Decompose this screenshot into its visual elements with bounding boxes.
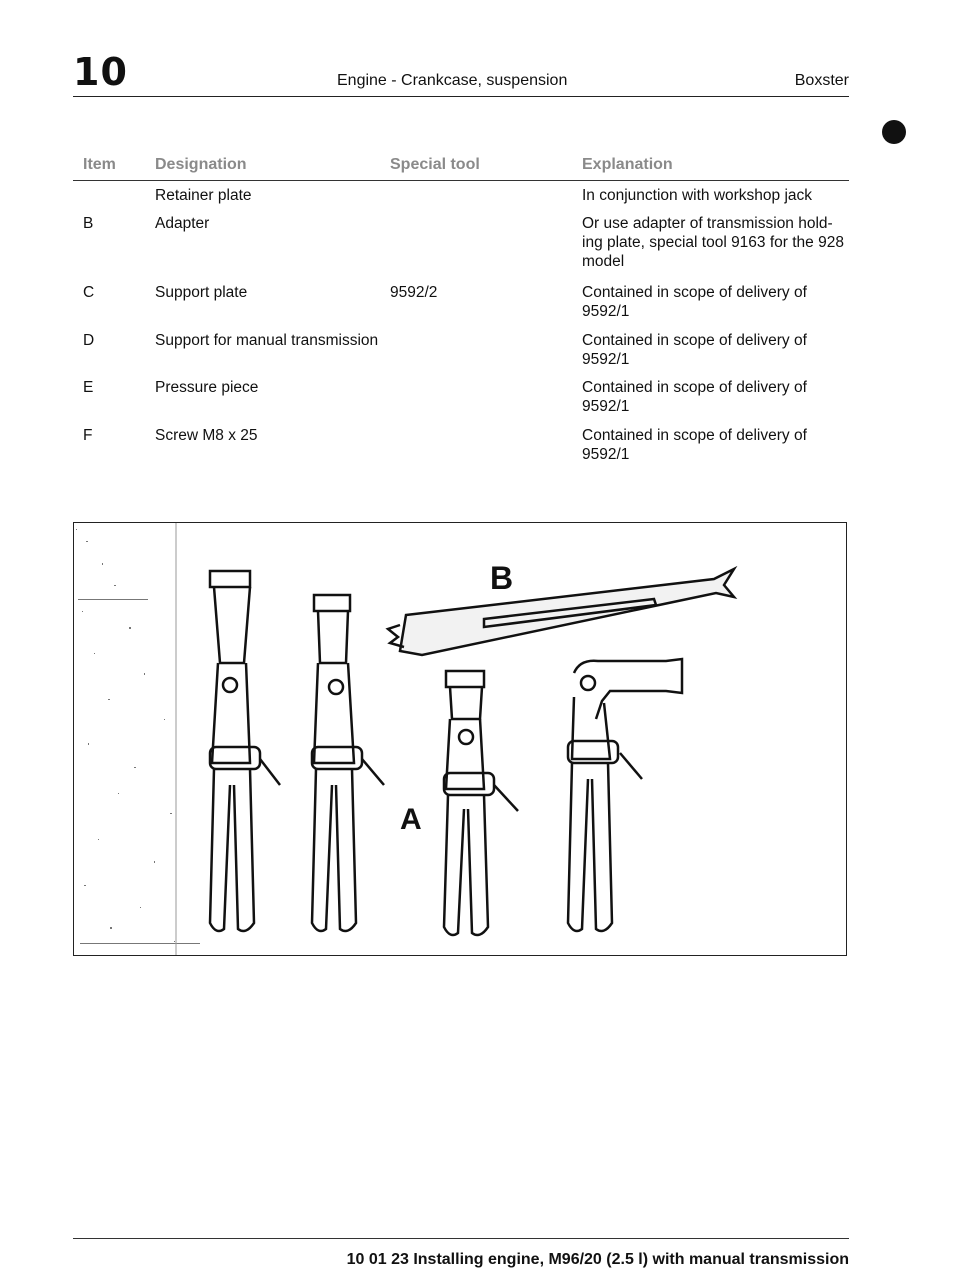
pliers-4 [568,659,682,931]
cell-designation: Support for manual transmission [155,332,379,349]
tool-illustration [73,522,847,956]
pliers-1 [210,571,280,931]
cell-item: E [83,379,94,396]
scan-noise-strip [76,523,200,956]
cell-item: C [83,284,95,301]
header-item: Item [83,156,116,173]
cell-item: B [83,215,94,232]
cell-explanation: In conjunction with workshop jack [582,187,813,204]
model-name: Boxster [794,72,849,89]
page-footer [73,1238,849,1268]
chapter-number: 10 [73,50,128,94]
pliers-2 [312,595,384,931]
section-tab-marker [882,120,906,144]
header-explanation: Explanation [582,156,673,173]
figure-label-b: B [490,560,514,596]
figure-label-a: A [400,803,422,836]
header-designation: Designation [155,156,247,173]
page-header [73,50,849,97]
cell-special-tool: 9592/2 [390,284,438,301]
cell-explanation: Contained in scope of delivery of 9592/1 [582,284,807,320]
cell-designation: Retainer plate [155,187,252,204]
cell-item: D [83,332,95,349]
table-header [73,154,849,181]
cell-explanation: Contained in scope of delivery of 9592/1 [582,379,807,415]
cell-designation: Support plate [155,284,248,301]
cell-designation: Screw M8 x 25 [155,427,258,444]
cell-item: F [83,427,93,444]
cell-designation: Adapter [155,215,210,232]
footer-text: 10 01 23 Installing engine, M96/20 (2.5 l) with manual transmission [346,1251,849,1268]
section-title: Engine - Crankcase, suspension [337,72,568,89]
pliers-3 [444,671,518,935]
cell-designation: Pressure piece [155,379,259,396]
cell-explanation: Or use adapter of transmission hold-ing plate, special tool 9163 for the 928 model [582,215,844,270]
adapter-bar-b [388,569,734,655]
cell-explanation: Contained in scope of delivery of 9592/1 [582,332,807,368]
cell-explanation: Contained in scope of delivery of 9592/1 [582,427,807,463]
header-special-tool: Special tool [390,156,480,173]
